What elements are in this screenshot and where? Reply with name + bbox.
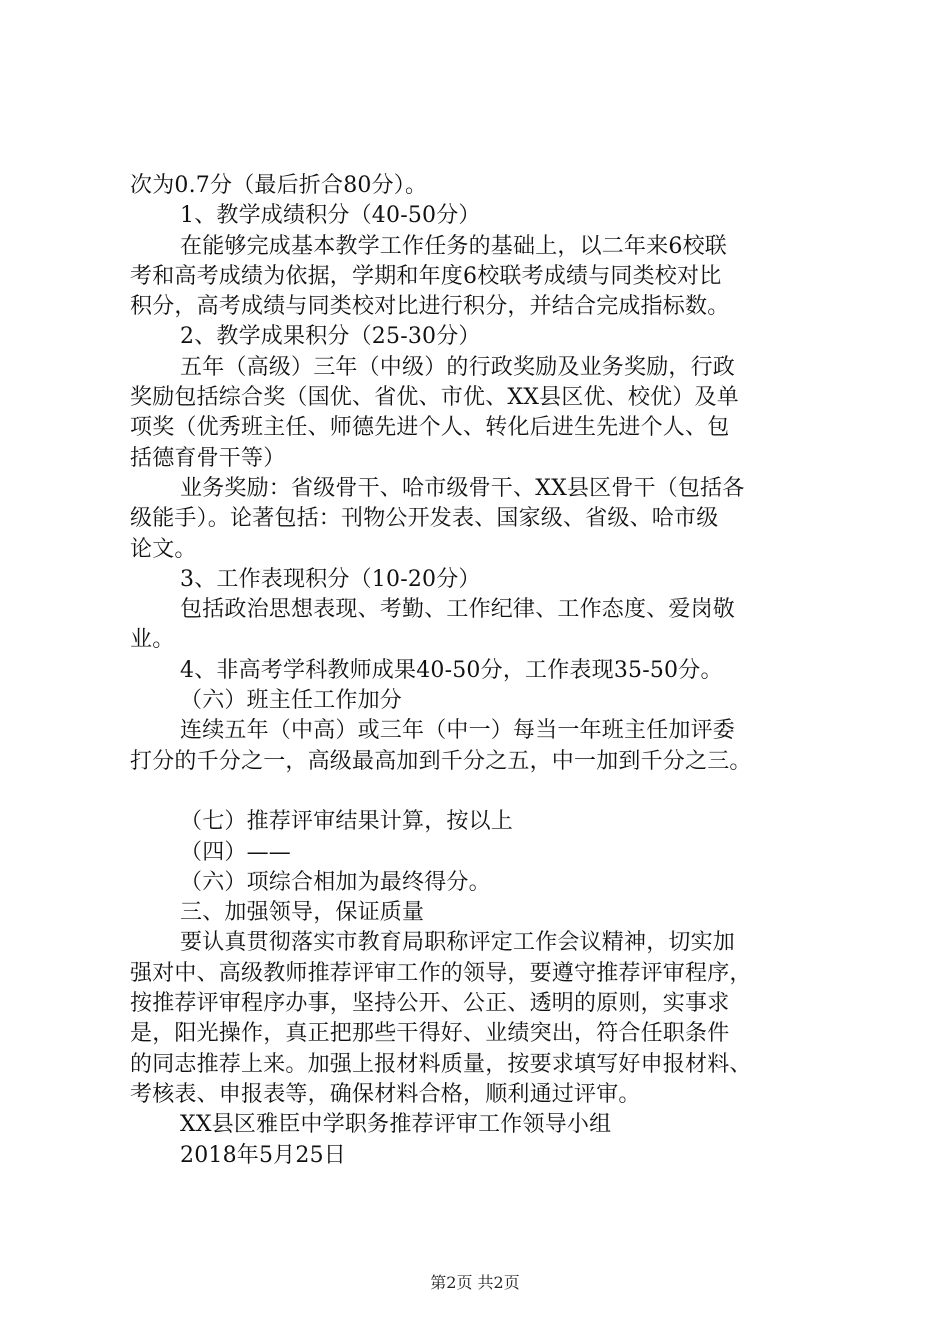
text-line: 考和高考成绩为依据，学期和年度6校联考成绩与同类校对比 bbox=[130, 263, 722, 289]
text-line: 在能够完成基本教学工作任务的基础上，以二年来6校联 bbox=[180, 233, 727, 259]
text-line: 五年（高级）三年（中级）的行政奖励及业务奖励，行政 bbox=[180, 354, 736, 380]
text-line: （四）—— bbox=[180, 839, 292, 865]
text-line: XX县区雅臣中学职务推荐评审工作领导小组 bbox=[180, 1112, 612, 1138]
text-line: 次为0.7分（最后折合80分）。 bbox=[130, 173, 428, 198]
text-line: （六）班主任工作加分 bbox=[180, 688, 403, 714]
text-line: 按推荐评审程序办事，坚持公开、公正、透明的原则，实事求 bbox=[130, 991, 730, 1017]
text-line: 的同志推荐上来。加强上报材料质量，按要求填写好申报材料、 bbox=[130, 1051, 752, 1077]
text-line: 强对中、高级教师推荐评审工作的领导，要遵守推荐评审程序， bbox=[130, 960, 752, 986]
text-line: 2、教学成果积分（25-30分） bbox=[180, 324, 481, 350]
text-line: （七）推荐评审结果计算，按以上 bbox=[180, 809, 514, 835]
text-line: 4、非高考学科教师成果40-50分，工作表现35-50分。 bbox=[180, 657, 723, 683]
text-line: 是，阳光操作，真正把那些干得好、业绩突出，符合任职条件 bbox=[130, 1021, 730, 1047]
text-line: 业务奖励：省级骨干、哈市级骨干、XX县区骨干（包括各 bbox=[180, 475, 745, 501]
text-line: 积分，高考成绩与同类校对比进行积分，并结合完成指标数。 bbox=[130, 294, 730, 320]
text-line: 3、工作表现积分（10-20分） bbox=[180, 566, 481, 592]
blank-line bbox=[130, 777, 850, 807]
text-line: 考核表、申报表等，确保材料合格，顺利通过评审。 bbox=[130, 1081, 641, 1107]
page-footer: 第2页 共2页 bbox=[430, 1273, 520, 1292]
text-line: 2018年5月25日 bbox=[180, 1142, 346, 1168]
text-line: 1、教学成绩积分（40-50分） bbox=[180, 203, 481, 229]
text-line: 业。 bbox=[130, 627, 175, 653]
text-line: 要认真贯彻落实市教育局职称评定工作会议精神，切实加 bbox=[180, 930, 736, 956]
text-line: 项奖（优秀班主任、师德先进个人、转化后进生先进个人、包 bbox=[130, 415, 730, 441]
text-line: 连续五年（中高）或三年（中一）每当一年班主任加评委 bbox=[180, 718, 736, 744]
text-line: 奖励包括综合奖（国优、省优、市优、XX县区优、校优）及单 bbox=[130, 385, 739, 411]
text-line: 级能手）。论著包括：刊物公开发表、国家级、省级、哈市级 bbox=[130, 506, 719, 532]
text-line: 打分的千分之一，高级最高加到千分之五，中一加到千分之三。 bbox=[130, 748, 752, 774]
document-body bbox=[130, 171, 850, 1171]
text-line: 三、加强领导，保证质量 bbox=[180, 900, 425, 926]
text-line: 论文。 bbox=[130, 536, 197, 562]
text-line: （六）项综合相加为最终得分。 bbox=[180, 869, 491, 895]
text-line: 包括政治思想表现、考勤、工作纪律、工作态度、爱岗敬 bbox=[180, 597, 736, 623]
text-line: 括德育骨干等） bbox=[130, 445, 286, 471]
